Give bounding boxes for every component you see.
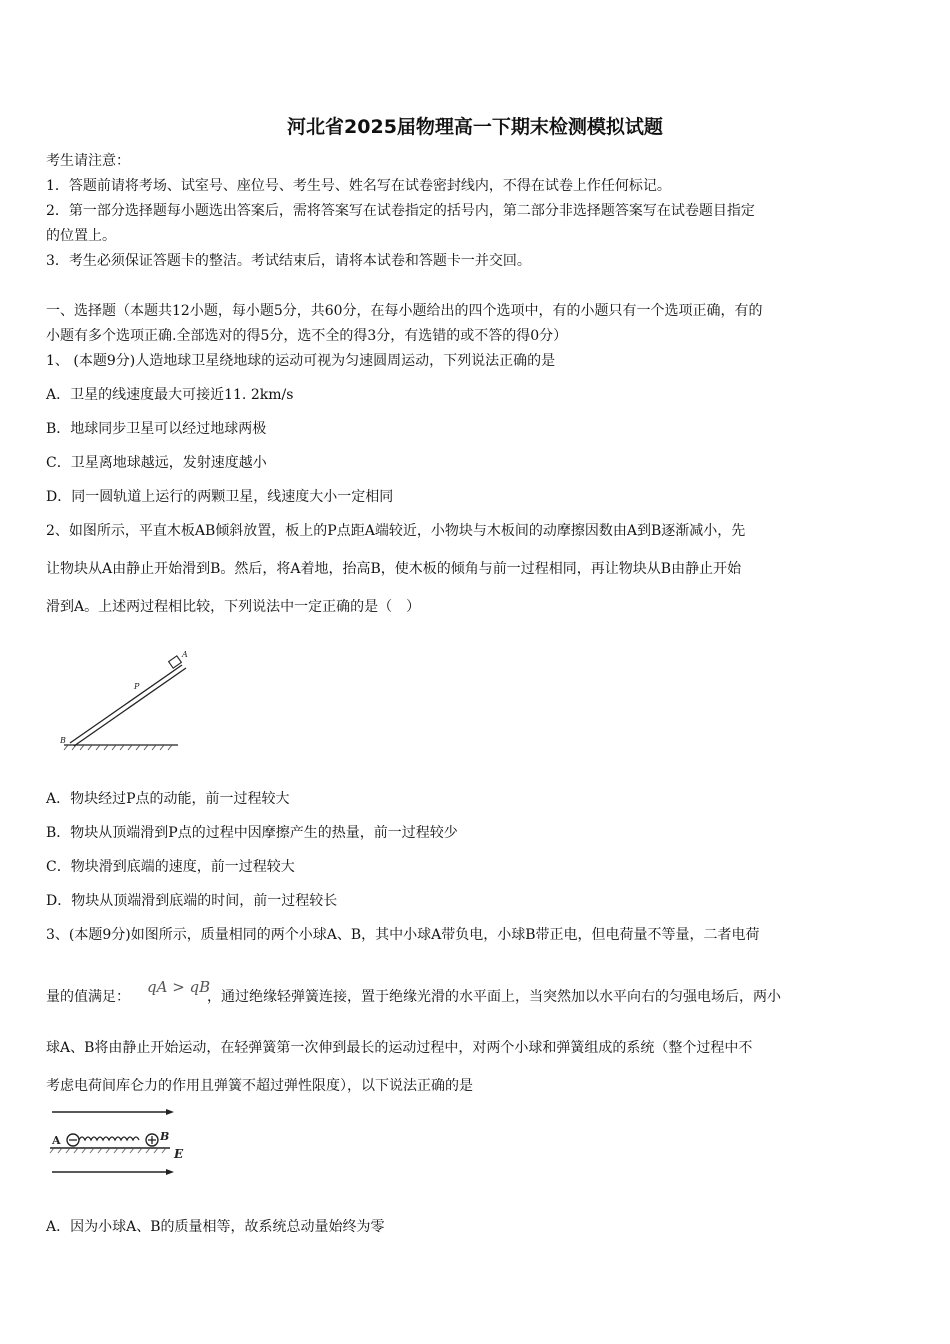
label-b: B [60,736,66,745]
notice-item: 1．答题前请将考场、试室号、座位号、考生号、姓名写在试卷密封线内，不得在试卷上作任何标记。 [46,178,671,194]
q1-option-c: C．卫星离地球越远，发射速度越小 [46,455,267,471]
page-title: 河北省2025届物理高一下期末检测模拟试题 [287,116,663,138]
charge-inequality: qA > qB [147,978,211,996]
label-p: P [134,682,140,691]
notice-item: 的位置上。 [46,228,116,244]
q3-stem-cont: 量的值满足： [46,989,130,1005]
spring-balls-figure [46,1104,196,1184]
q3-stem: 3、(本题9分)如图所示，质量相同的两个小球A、B，其中小球A带负电，小球B带正电，但电荷量不等量，二者电荷 [46,927,760,943]
label-a: A [182,650,188,659]
q3-stem-cont: 考虑电荷间库仑力的作用且弹簧不超过弹性限度），以下说法正确的是 [46,1078,473,1094]
section-heading: 一、选择题（本题共12小题，每小题5分，共60分，在每小题给出的四个选项中，有的小题只有一个选项正确，有的 [46,303,763,319]
label-b: B [160,1130,170,1143]
q2-option-c: C．物块滑到底端的速度，前一过程较大 [46,859,295,875]
notice-item: 2．第一部分选择题每小题选出答案后，需将答案写在试卷指定的括号内，第二部分非选择题答案写在试卷题目指定 [46,203,755,219]
q3-stem-cont: ，通过绝缘轻弹簧连接，置于绝缘光滑的水平面上，当突然加以水平向右的匀强电场后，两小 [207,989,781,1005]
q2-option-a: A．物块经过P点的动能，前一过程较大 [46,791,290,807]
inclined-board-figure [56,645,186,755]
q1-stem: 1、 (本题9分)人造地球卫星绕地球的运动可视为匀速圆周运动，下列说法正确的是 [46,353,556,369]
q3-stem-cont: 球A、B将由静止开始运动，在轻弹簧第一次伸到最长的运动过程中，对两个小球和弹簧组成的系统（整个过程中不 [46,1040,753,1056]
q2-option-d: D．物块从顶端滑到底端的时间，前一过程较长 [46,893,338,909]
notice-heading: 考生请注意： [46,153,130,169]
q1-option-b: B．地球同步卫星可以经过地球两极 [46,421,267,437]
q1-option-d: D．同一圆轨道上运行的两颗卫星，线速度大小一定相同 [46,489,394,505]
q2-stem-cont: 让物块从A由静止开始滑到B。然后，将A着地，抬高B，使木板的倾角与前一过程相同，再让物块从B由静止开始 [46,561,742,577]
q2-stem: 2、如图所示，平直木板AB倾斜放置，板上的P点距A端较近，小物块与木板间的动摩擦因数由A到B逐渐减小，先 [46,523,746,539]
section-heading-cont: 小题有多个选项正确.全部选对的得5分，选不全的得3分，有选错的或不答的得0分） [46,328,568,344]
label-a: A [52,1134,61,1147]
q2-stem-cont: 滑到A。上述两过程相比较，下列说法中一定正确的是（ ） [46,599,421,615]
label-e: E [174,1147,184,1161]
notice-item: 3．考生必须保证答题卡的整洁。考试结束后，请将本试卷和答题卡一并交回。 [46,253,531,269]
q3-option-a: A．因为小球A、B的质量相等，故系统总动量始终为零 [46,1219,385,1235]
q2-option-b: B．物块从顶端滑到P点的过程中因摩擦产生的热量，前一过程较少 [46,825,458,841]
q1-option-a: A．卫星的线速度最大可接近11. 2km/s [46,387,294,403]
